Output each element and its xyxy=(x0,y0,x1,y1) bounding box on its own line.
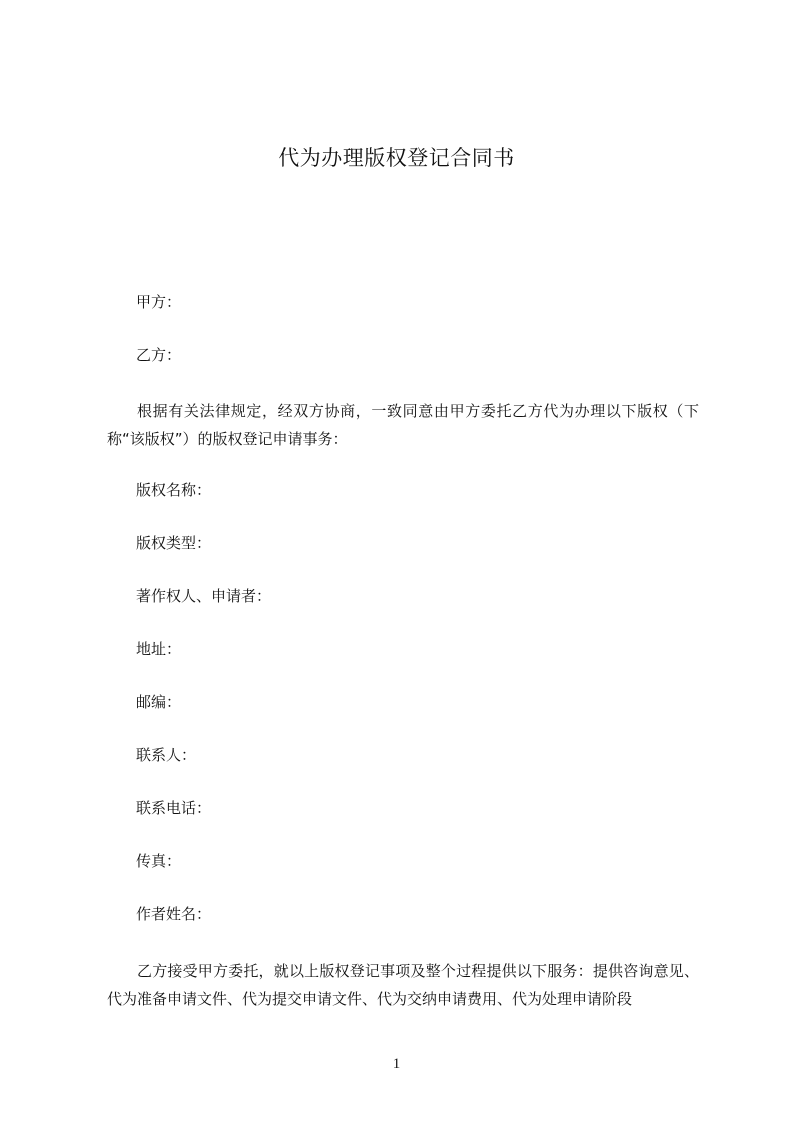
field-address: 地址： xyxy=(136,640,182,658)
page-number: 1 xyxy=(392,1056,401,1072)
field-postcode: 邮编： xyxy=(136,693,182,711)
field-contact-person: 联系人： xyxy=(136,746,197,764)
party-b-label: 乙方： xyxy=(136,346,182,364)
intro-paragraph: 根据有关法律规定，经双方协商，一致同意由甲方委托乙方代为办理以下版权（下称“该版权”）的版权登记申请事务： xyxy=(107,402,699,448)
field-owner-applicant: 著作权人、申请者： xyxy=(136,587,272,605)
field-contact-phone: 联系电话： xyxy=(136,799,212,817)
field-author-name: 作者姓名： xyxy=(136,905,212,923)
field-copyright-name: 版权名称： xyxy=(136,481,212,499)
service-paragraph: 乙方接受甲方委托，就以上版权登记事项及整个过程提供以下服务：提供咨询意见、代为准备申请文件、代为提交申请文件、代为交纳申请费用、代为处理申请阶段 xyxy=(107,962,699,1008)
field-fax: 传真： xyxy=(136,852,182,870)
document-title: 代为办理版权登记合同书 xyxy=(278,146,515,170)
field-copyright-type: 版权类型： xyxy=(136,534,212,552)
party-a-label: 甲方： xyxy=(136,293,182,311)
